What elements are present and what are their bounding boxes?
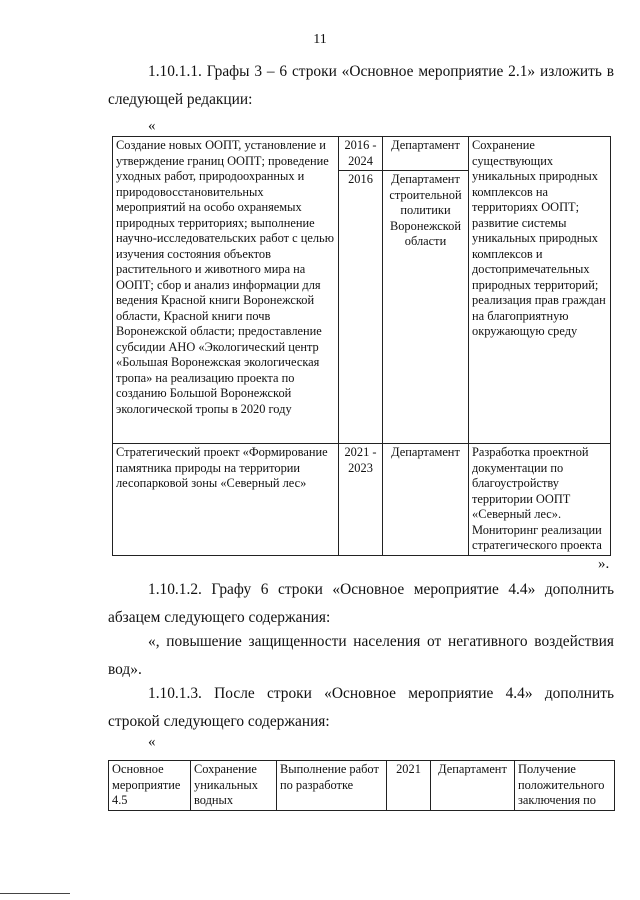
paragraph-1-10-1-2: 1.10.1.2. Графу 6 строки «Основное мероприятие 4.4» дополнить абзацем следующего содержания: <box>108 581 614 626</box>
table-cell-year: 2021 <box>387 761 431 811</box>
closing-quote: ». <box>598 556 610 572</box>
table-cell-executor: Департамент <box>383 444 469 556</box>
paragraph-1-10-1-1: 1.10.1.1. Графы 3 – 6 строки «Основное мероприятие 2.1» изложить в следующей редакции: <box>108 63 614 108</box>
table-cell-period: 2016 - 2024 <box>339 137 383 171</box>
table-row <box>109 761 615 811</box>
table-cell-period: 2016 <box>339 171 383 444</box>
table-cell-goal: Сохранение уникальных водных <box>191 761 277 811</box>
table-row <box>113 137 611 171</box>
new-row-table <box>108 760 615 811</box>
footnote-divider <box>0 893 70 894</box>
table-cell-result: Разработка проектной документации по благоустройству территории ООПТ «Северный лес». Мониторинг реализации стратегического проекта <box>469 444 611 556</box>
table-cell-result: Сохранение существующих уникальных природных комплексов на территориях ООПТ; развитие системы уникальных природных комплексов и достопримечательных природных территорий; реализация прав граждан на благоприятную окружающую среду <box>469 137 611 444</box>
page-number: 11 <box>313 32 327 47</box>
opening-quote-2: « <box>148 734 156 750</box>
opening-quote: « <box>148 118 156 134</box>
paragraph-quote-water: «, повышение защищенности населения от негативного воздействия вод». <box>108 633 614 678</box>
table-cell-activities: Стратегический проект «Формирование памятника природы на территории лесопарковой зоны «Северный лес» <box>113 444 339 556</box>
table-cell-executor: Департамент <box>431 761 515 811</box>
table-cell-measure: Основное мероприятие 4.5 <box>109 761 191 811</box>
table-cell-period: 2021 - 2023 <box>339 444 383 556</box>
table-cell-executor: Департамент <box>383 137 469 171</box>
table-cell-executor: Департамент строительной политики Воронежской области <box>383 171 469 444</box>
table-cell-work: Выполнение работ по разработке <box>277 761 387 811</box>
paragraph-1-10-1-3: 1.10.1.3. После строки «Основное мероприятие 4.4» дополнить строкой следующего содержания: <box>108 685 614 730</box>
table-row <box>113 444 611 556</box>
measures-table <box>112 136 611 556</box>
table-cell-activities: Создание новых ООПТ, установление и утверждение границ ООПТ; проведение уходных работ, природоохранных и природовосстановительных мероприятий на особо охраняемых природных территориях; выполнение научно-исследовательских работ с целью изучения состояния объектов растительного и животного мира на ООПТ; сбор и анализ информации для ведения Красной книги Воронежской области, Красной книги почв Воронежской области; предоставление субсидии АНО «Экологический центр «Большая Воронежская экологическая тропа» на реализацию проекта по созданию Большой Воронежской экологической тропы в 2020 году <box>113 137 339 444</box>
table-cell-result: Получение положительного заключения по <box>515 761 615 811</box>
